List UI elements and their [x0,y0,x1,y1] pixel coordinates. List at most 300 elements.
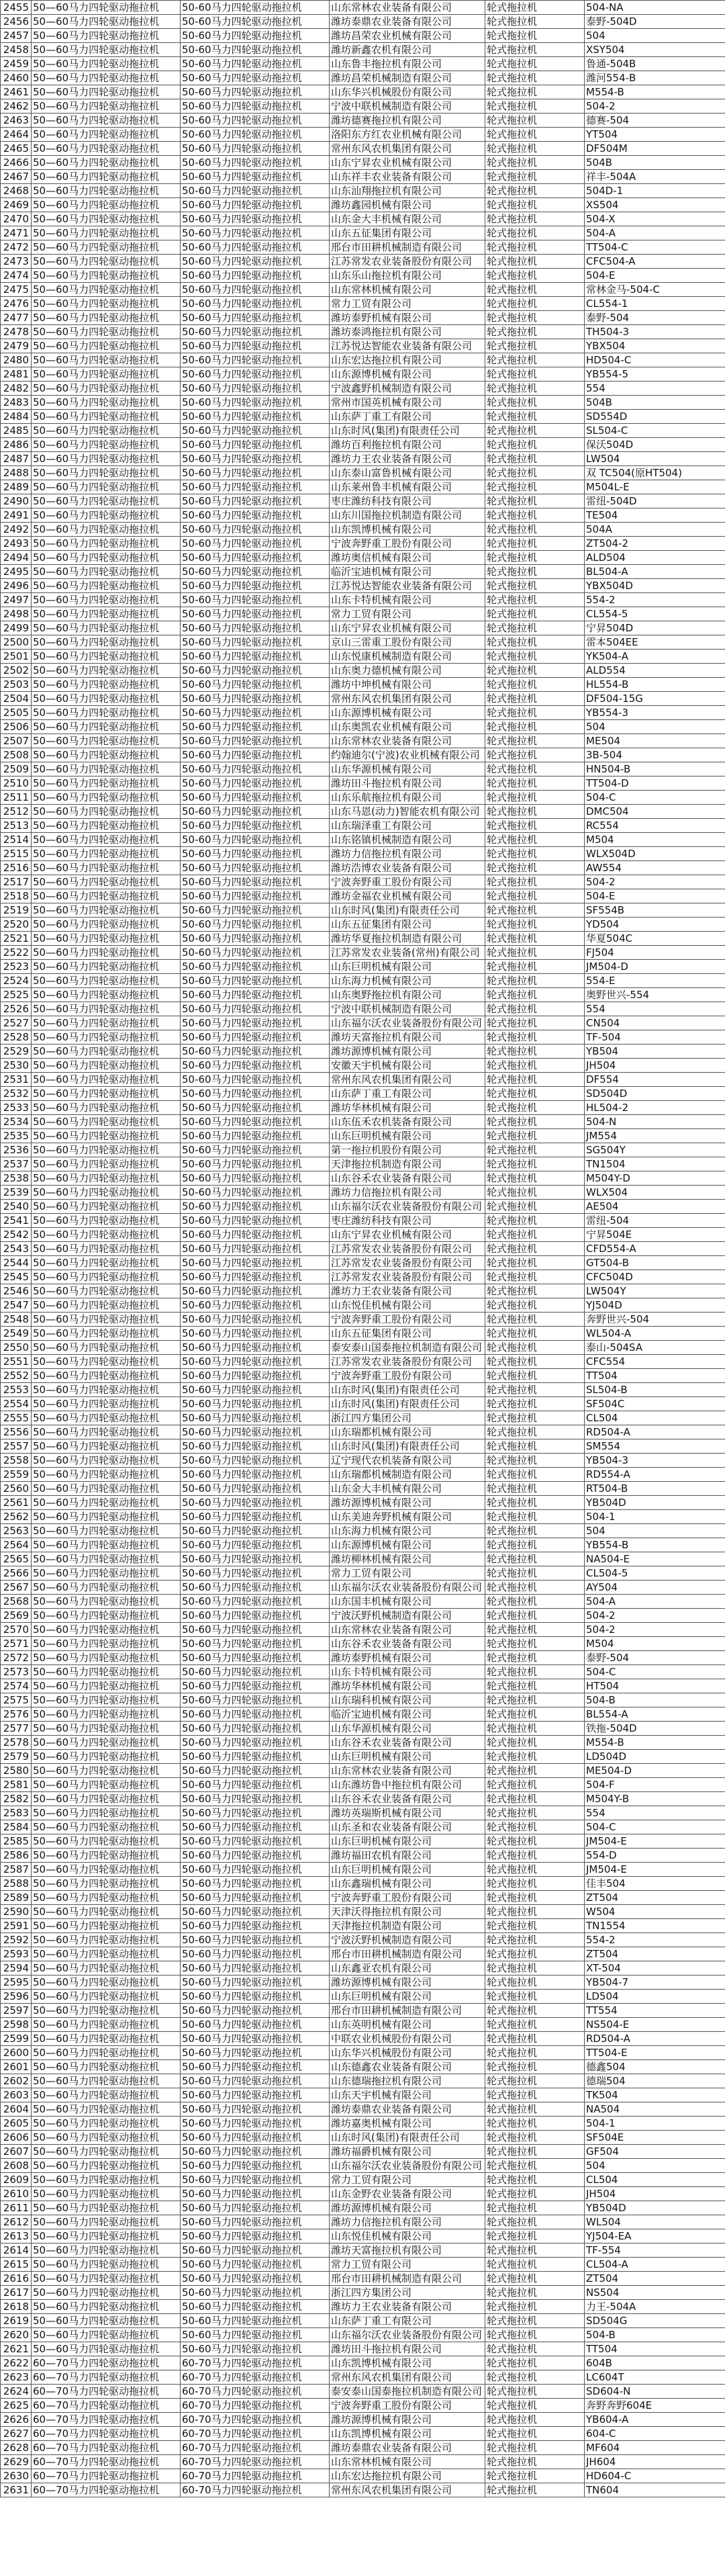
category-cell: 轮式拖拉机 [485,311,585,325]
category-cell: 轮式拖拉机 [485,776,585,791]
model-cell: SG504Y [585,1143,725,1157]
machine-type-cell: 50—60马力四轮驱动拖拉机 [32,1919,181,1933]
spec-cell: 50-60马力四轮驱动拖拉机 [181,353,330,367]
row-number: 2479 [1,339,32,353]
table-row [1,1736,725,1750]
manufacturer-cell: 山东时风(集团)有限责任公司 [330,903,485,918]
manufacturer-cell: 山东瑞都机械制造有限公司 [330,1468,485,1482]
model-cell: 奔野奔野604E [585,2399,725,2413]
manufacturer-cell: 天津沃得拖拉机有限公司 [330,1905,485,1919]
table-row [1,1397,725,1411]
row-number: 2497 [1,593,32,607]
machine-type-cell: 50—60马力四轮驱动拖拉机 [32,1637,181,1651]
machine-type-cell: 50—60马力四轮驱动拖拉机 [32,128,181,142]
manufacturer-cell: 洛阳东方红农业机械有限公司 [330,128,485,142]
table-row [1,1425,725,1439]
manufacturer-cell: 山东巨明机械有限公司 [330,1863,485,1877]
spec-cell: 50-60马力四轮驱动拖拉机 [181,1284,330,1298]
machine-type-cell: 50—60马力四轮驱动拖拉机 [32,1849,181,1863]
row-number: 2605 [1,2117,32,2131]
spec-cell: 50-60马力四轮驱动拖拉机 [181,805,330,819]
row-number: 2618 [1,2300,32,2314]
table-row [1,1863,725,1877]
model-cell: FJ504 [585,946,725,960]
model-cell: WL504-A [585,1327,725,1341]
spec-cell: 50-60马力四轮驱动拖拉机 [181,2018,330,2032]
spec-cell: 50-60马力四轮驱动拖拉机 [181,325,330,339]
category-cell: 轮式拖拉机 [485,551,585,565]
model-cell: YB554-B [585,1538,725,1552]
manufacturer-cell: 山东福尔沃农业装备股份有限公司 [330,1200,485,1214]
manufacturer-cell: 山东常林农业装备有限公司 [330,1623,485,1637]
manufacturer-cell: 潍坊泰鼎农业装备有限公司 [330,15,485,29]
manufacturer-cell: 潍坊百利拖拉机有限公司 [330,438,485,452]
row-number: 2553 [1,1383,32,1397]
spec-cell: 50-60马力四轮驱动拖拉机 [181,1171,330,1186]
category-cell: 轮式拖拉机 [485,269,585,283]
category-cell: 轮式拖拉机 [485,1087,585,1101]
category-cell: 轮式拖拉机 [485,1510,585,1524]
table-row [1,2328,725,2342]
category-cell: 轮式拖拉机 [485,1468,585,1482]
spec-cell: 50-60马力四轮驱动拖拉机 [181,1,330,15]
row-number: 2563 [1,1524,32,1538]
spec-cell: 50-60马力四轮驱动拖拉机 [181,1087,330,1101]
row-number: 2609 [1,2173,32,2187]
model-cell: 504-A [585,1595,725,1609]
model-cell: YK504-A [585,650,725,664]
table-row [1,847,725,861]
row-number: 2556 [1,1425,32,1439]
category-cell: 轮式拖拉机 [485,1609,585,1623]
manufacturer-cell: 江苏常发农业装备股份有限公司 [330,255,485,269]
spec-cell: 50-60马力四轮驱动拖拉机 [181,692,330,706]
spec-cell: 50-60马力四轮驱动拖拉机 [181,1877,330,1891]
model-cell: TN1504 [585,1157,725,1171]
model-cell: 德鑫504 [585,2060,725,2074]
table-row [1,226,725,240]
spec-cell: 50-60马力四轮驱动拖拉机 [181,1947,330,1961]
category-cell: 轮式拖拉机 [485,2272,585,2286]
row-number: 2508 [1,748,32,762]
row-number: 2612 [1,2215,32,2229]
model-cell: 504D-1 [585,184,725,198]
manufacturer-cell: 山东川国拖拉机制造有限公司 [330,508,485,523]
manufacturer-cell: 潍坊力王农业装备有限公司 [330,2300,485,2314]
table-row [1,918,725,932]
model-cell: 504 [585,720,725,734]
model-cell: M554-B [585,85,725,99]
category-cell: 轮式拖拉机 [485,240,585,255]
row-number: 2514 [1,833,32,847]
row-number: 2460 [1,71,32,85]
category-cell: 轮式拖拉机 [485,988,585,1002]
spec-cell: 50-60马力四轮驱动拖拉机 [181,734,330,748]
manufacturer-cell: 山东常林农业装备有限公司 [330,1764,485,1778]
spec-cell: 50-60马力四轮驱动拖拉机 [181,988,330,1002]
category-cell: 轮式拖拉机 [485,593,585,607]
row-number: 2581 [1,1778,32,1792]
spec-cell: 50-60马力四轮驱动拖拉机 [181,2286,330,2300]
category-cell: 轮式拖拉机 [485,734,585,748]
category-cell: 轮式拖拉机 [485,1214,585,1228]
manufacturer-cell: 山东源博机械有限公司 [330,367,485,382]
model-cell: 泰野-504 [585,1651,725,1665]
table-row [1,269,725,283]
table-row [1,1820,725,1834]
row-number: 2562 [1,1510,32,1524]
machine-type-cell: 50—60马力四轮驱动拖拉机 [32,2272,181,2286]
model-cell: 554-E [585,974,725,988]
spec-cell: 50-60马力四轮驱动拖拉机 [181,212,330,226]
manufacturer-cell: 山东时风(集团)有限责任公司 [330,1383,485,1397]
model-cell: 德赛-504 [585,114,725,128]
model-cell: DF504M [585,142,725,156]
row-number: 2625 [1,2399,32,2413]
spec-cell: 50-60马力四轮驱动拖拉机 [181,1355,330,1369]
machine-type-cell: 50—60马力四轮驱动拖拉机 [32,2300,181,2314]
category-cell: 轮式拖拉机 [485,1933,585,1947]
spec-cell: 50-60马力四轮驱动拖拉机 [181,791,330,805]
spec-cell: 50-60马力四轮驱动拖拉机 [181,664,330,678]
manufacturer-cell: 山东时风(集团)有限责任公司 [330,424,485,438]
category-cell: 轮式拖拉机 [485,1073,585,1087]
model-cell: CFC554 [585,1355,725,1369]
spec-cell: 50-60马力四轮驱动拖拉机 [181,452,330,466]
row-number: 2568 [1,1595,32,1609]
spec-cell: 50-60马力四轮驱动拖拉机 [181,2229,330,2244]
spec-cell: 50-60马力四轮驱动拖拉机 [181,960,330,974]
manufacturer-cell: 邢台市田耕机械制造有限公司 [330,1947,485,1961]
table-row [1,1143,725,1157]
category-cell: 轮式拖拉机 [485,2385,585,2399]
model-cell: XS504 [585,198,725,212]
model-cell: 雷纽-504 [585,1214,725,1228]
row-number: 2545 [1,1270,32,1284]
model-cell: MF604 [585,2441,725,2455]
manufacturer-cell: 山东潍坊鲁中拖拉机有限公司 [330,1778,485,1792]
manufacturer-cell: 潍坊泰鼎农业装备有限公司 [330,2441,485,2455]
manufacturer-cell: 宁波奔野重工股份有限公司 [330,537,485,551]
manufacturer-cell: 山东五征集团有限公司 [330,918,485,932]
model-cell: CL504-5 [585,1566,725,1581]
table-row [1,1778,725,1792]
spec-cell: 50-60马力四轮驱动拖拉机 [181,1552,330,1566]
machine-type-cell: 50—60马力四轮驱动拖拉机 [32,325,181,339]
table-row [1,2102,725,2117]
machine-type-cell: 50—60马力四轮驱动拖拉机 [32,240,181,255]
spec-cell: 50-60马力四轮驱动拖拉机 [181,2032,330,2046]
manufacturer-cell: 山东卡特机械有限公司 [330,1665,485,1679]
table-row [1,494,725,508]
row-number: 2538 [1,1171,32,1186]
spec-cell: 50-60马力四轮驱动拖拉机 [181,621,330,635]
category-cell: 轮式拖拉机 [485,762,585,776]
category-cell: 轮式拖拉机 [485,1820,585,1834]
manufacturer-cell: 枣庄潍纺科技有限公司 [330,494,485,508]
row-number: 2464 [1,128,32,142]
table-row [1,1115,725,1129]
manufacturer-cell: 江苏常发农业装备(常州)有限公司 [330,946,485,960]
table-row [1,1693,725,1707]
row-number: 2573 [1,1665,32,1679]
spec-cell: 50-60马力四轮驱动拖拉机 [181,367,330,382]
model-cell: M504 [585,833,725,847]
table-row [1,57,725,71]
model-cell: 504B [585,156,725,170]
model-cell: 雷本504EE [585,635,725,650]
category-cell: 轮式拖拉机 [485,621,585,635]
category-cell: 轮式拖拉机 [485,1242,585,1256]
model-cell: ZT504-2 [585,537,725,551]
manufacturer-cell: 潍坊力王农业装备有限公司 [330,1284,485,1298]
model-cell: RD504-A [585,2032,725,2046]
spec-cell: 50-60马力四轮驱动拖拉机 [181,2117,330,2131]
manufacturer-cell: 常力工贸有限公司 [330,2173,485,2187]
row-number: 2483 [1,396,32,410]
machine-type-cell: 50—60马力四轮驱动拖拉机 [32,198,181,212]
manufacturer-cell: 潍坊昌荣农业机械有限公司 [330,29,485,43]
table-row [1,1637,725,1651]
category-cell: 轮式拖拉机 [485,1454,585,1468]
manufacturer-cell: 山东五征集团有限公司 [330,226,485,240]
table-row [1,2201,725,2215]
category-cell: 轮式拖拉机 [485,1186,585,1200]
table-row [1,1087,725,1101]
table-row [1,1256,725,1270]
row-number: 2567 [1,1581,32,1595]
manufacturer-cell: 山东五征集团有限公司 [330,1327,485,1341]
row-number: 2550 [1,1341,32,1355]
model-cell: 504-2 [585,875,725,889]
spec-cell: 50-60马力四轮驱动拖拉机 [181,1369,330,1383]
row-number: 2579 [1,1750,32,1764]
model-cell: TT504-E [585,2046,725,2060]
table-row [1,734,725,748]
row-number: 2616 [1,2272,32,2286]
machine-type-cell: 50—60马力四轮驱动拖拉机 [32,523,181,537]
manufacturer-cell: 山东时风(集团)有限责任公司 [330,1397,485,1411]
row-number: 2524 [1,974,32,988]
model-cell: YBX504 [585,339,725,353]
table-row [1,1722,725,1736]
model-cell: 504-1 [585,2117,725,2131]
table-row [1,2441,725,2455]
category-cell: 轮式拖拉机 [485,1256,585,1270]
spec-cell: 50-60马力四轮驱动拖拉机 [181,1806,330,1820]
spec-cell: 50-60马力四轮驱动拖拉机 [181,1157,330,1171]
model-cell: DF554 [585,1073,725,1087]
table-row [1,438,725,452]
machine-type-cell: 50—60马力四轮驱动拖拉机 [32,424,181,438]
table-row [1,2131,725,2145]
machine-type-cell: 50—60马力四轮驱动拖拉机 [32,99,181,114]
spec-cell: 50-60马力四轮驱动拖拉机 [181,2173,330,2187]
table-row [1,1806,725,1820]
category-cell: 轮式拖拉机 [485,2145,585,2159]
row-number: 2594 [1,1961,32,1975]
row-number: 2469 [1,198,32,212]
category-cell: 轮式拖拉机 [485,2102,585,2117]
machine-type-cell: 50—60马力四轮驱动拖拉机 [32,382,181,396]
manufacturer-cell: 潍坊泰野机械有限公司 [330,311,485,325]
table-row [1,1750,725,1764]
row-number: 2477 [1,311,32,325]
table-row [1,466,725,480]
table-row [1,1947,725,1961]
row-number: 2580 [1,1764,32,1778]
table-row [1,1327,725,1341]
manufacturer-cell: 山东萨丁重工有限公司 [330,2314,485,2328]
manufacturer-cell: 泰安泰山国泰拖拉机制造有限公司 [330,1341,485,1355]
table-row [1,1990,725,2004]
model-cell: YB554-5 [585,367,725,382]
machine-type-cell: 50—60马力四轮驱动拖拉机 [32,1045,181,1059]
table-row [1,1595,725,1609]
model-cell: RC554 [585,819,725,833]
model-cell: JM504-E [585,1863,725,1877]
model-cell: SD604-N [585,2385,725,2399]
category-cell: 轮式拖拉机 [485,720,585,734]
machine-type-cell: 50—60马力四轮驱动拖拉机 [32,114,181,128]
machine-type-cell: 50—60马力四轮驱动拖拉机 [32,1707,181,1722]
model-cell: JH504 [585,2187,725,2201]
model-cell: 德瑞504 [585,2074,725,2088]
model-cell: LD504 [585,1990,725,2004]
spec-cell: 50-60马力四轮驱动拖拉机 [181,2131,330,2145]
machine-type-cell: 50—60马力四轮驱动拖拉机 [32,1651,181,1665]
model-cell: TF-504 [585,1030,725,1045]
spec-cell: 60-70马力四轮驱动拖拉机 [181,2455,330,2469]
machine-type-cell: 50—60马力四轮驱动拖拉机 [32,1073,181,1087]
machine-type-cell: 50—60马力四轮驱动拖拉机 [32,1355,181,1369]
row-number: 2577 [1,1722,32,1736]
spec-cell: 50-60马力四轮驱动拖拉机 [181,2004,330,2018]
manufacturer-cell: 潍坊力信拖拉机有限公司 [330,1186,485,1200]
category-cell: 轮式拖拉机 [485,1284,585,1298]
manufacturer-cell: 潍坊福爵机械有限公司 [330,2145,485,2159]
row-number: 2574 [1,1679,32,1693]
spec-cell: 50-60马力四轮驱动拖拉机 [181,142,330,156]
model-cell: TT504-C [585,240,725,255]
model-cell: NS504-E [585,2018,725,2032]
manufacturer-cell: 约翰迪尔(宁波)农业机械有限公司 [330,748,485,762]
machine-type-cell: 50—60马力四轮驱动拖拉机 [32,2187,181,2201]
spec-cell: 50-60马力四轮驱动拖拉机 [181,424,330,438]
row-number: 2608 [1,2159,32,2173]
machine-type-cell: 50—60马力四轮驱动拖拉机 [32,1891,181,1905]
table-row [1,2469,725,2483]
category-cell: 轮式拖拉机 [485,2018,585,2032]
spec-cell: 50-60马力四轮驱动拖拉机 [181,537,330,551]
row-number: 2458 [1,43,32,57]
category-cell: 轮式拖拉机 [485,325,585,339]
spec-cell: 50-60马力四轮驱动拖拉机 [181,2272,330,2286]
table-row [1,1905,725,1919]
machine-type-cell: 50—60马力四轮驱动拖拉机 [32,1327,181,1341]
category-cell: 轮式拖拉机 [485,494,585,508]
category-cell: 轮式拖拉机 [485,1581,585,1595]
table-row [1,2117,725,2131]
table-row [1,2286,725,2300]
machine-type-cell: 50—60马力四轮驱动拖拉机 [32,1736,181,1750]
row-number: 2531 [1,1073,32,1087]
manufacturer-cell: 潍坊中坤机械有限公司 [330,678,485,692]
category-cell: 轮式拖拉机 [485,1439,585,1454]
table-row [1,156,725,170]
model-cell: YB504-7 [585,1975,725,1990]
manufacturer-cell: 山东福尔沃农业装备股份有限公司 [330,2159,485,2173]
spec-cell: 50-60马力四轮驱动拖拉机 [181,1228,330,1242]
table-row [1,43,725,57]
category-cell: 轮式拖拉机 [485,2159,585,2173]
spec-cell: 50-60马力四轮驱动拖拉机 [181,861,330,875]
manufacturer-cell: 潍坊力信拖拉机有限公司 [330,847,485,861]
row-number: 2606 [1,2131,32,2145]
spec-cell: 50-60马力四轮驱动拖拉机 [181,1849,330,1863]
model-cell: 保沃504D [585,438,725,452]
category-cell: 轮式拖拉机 [485,833,585,847]
model-cell: WL504 [585,2215,725,2229]
model-cell: RT504-B [585,1482,725,1496]
row-number: 2571 [1,1637,32,1651]
table-row [1,1524,725,1538]
model-cell: ALD504 [585,551,725,565]
table-row [1,184,725,198]
row-number: 2526 [1,1002,32,1016]
category-cell: 轮式拖拉机 [485,424,585,438]
machine-type-cell: 50—60马力四轮驱动拖拉机 [32,748,181,762]
spec-cell: 50-60马力四轮驱动拖拉机 [181,706,330,720]
spec-cell: 50-60马力四轮驱动拖拉机 [181,551,330,565]
machine-type-cell: 50—60马力四轮驱动拖拉机 [32,2215,181,2229]
model-cell: YB504-3 [585,1454,725,1468]
category-cell: 轮式拖拉机 [485,85,585,99]
row-number: 2603 [1,2088,32,2102]
spec-cell: 50-60马力四轮驱动拖拉机 [181,1609,330,1623]
spec-cell: 50-60马力四轮驱动拖拉机 [181,2314,330,2328]
category-cell: 轮式拖拉机 [485,861,585,875]
spec-cell: 50-60马力四轮驱动拖拉机 [181,1820,330,1834]
table-row [1,1468,725,1482]
category-cell: 轮式拖拉机 [485,283,585,297]
row-number: 2621 [1,2342,32,2356]
manufacturer-cell: 潍坊源博机械有限公司 [330,1975,485,1990]
manufacturer-cell: 山东巨明机械有限公司 [330,1129,485,1143]
table-row [1,2145,725,2159]
row-number: 2518 [1,889,32,903]
table-row [1,1961,725,1975]
spec-cell: 50-60马力四轮驱动拖拉机 [181,1214,330,1228]
machine-type-cell: 50—60马力四轮驱动拖拉机 [32,1496,181,1510]
category-cell: 轮式拖拉机 [485,353,585,367]
row-number: 2552 [1,1369,32,1383]
table-row [1,551,725,565]
spec-cell: 50-60马力四轮驱动拖拉机 [181,650,330,664]
category-cell: 轮式拖拉机 [485,607,585,621]
manufacturer-cell: 山东常林机械有限公司 [330,2455,485,2469]
row-number: 2576 [1,1707,32,1722]
table-row [1,1284,725,1298]
table-row [1,1016,725,1030]
spec-cell: 50-60马力四轮驱动拖拉机 [181,1595,330,1609]
manufacturer-cell: 潍坊天富拖拉机有限公司 [330,1030,485,1045]
table-row [1,2173,725,2187]
spec-cell: 60-70马力四轮驱动拖拉机 [181,2427,330,2441]
category-cell: 轮式拖拉机 [485,1059,585,1073]
machine-type-cell: 50—60马力四轮驱动拖拉机 [32,1792,181,1806]
machine-type-cell: 50—60马力四轮驱动拖拉机 [32,1411,181,1425]
